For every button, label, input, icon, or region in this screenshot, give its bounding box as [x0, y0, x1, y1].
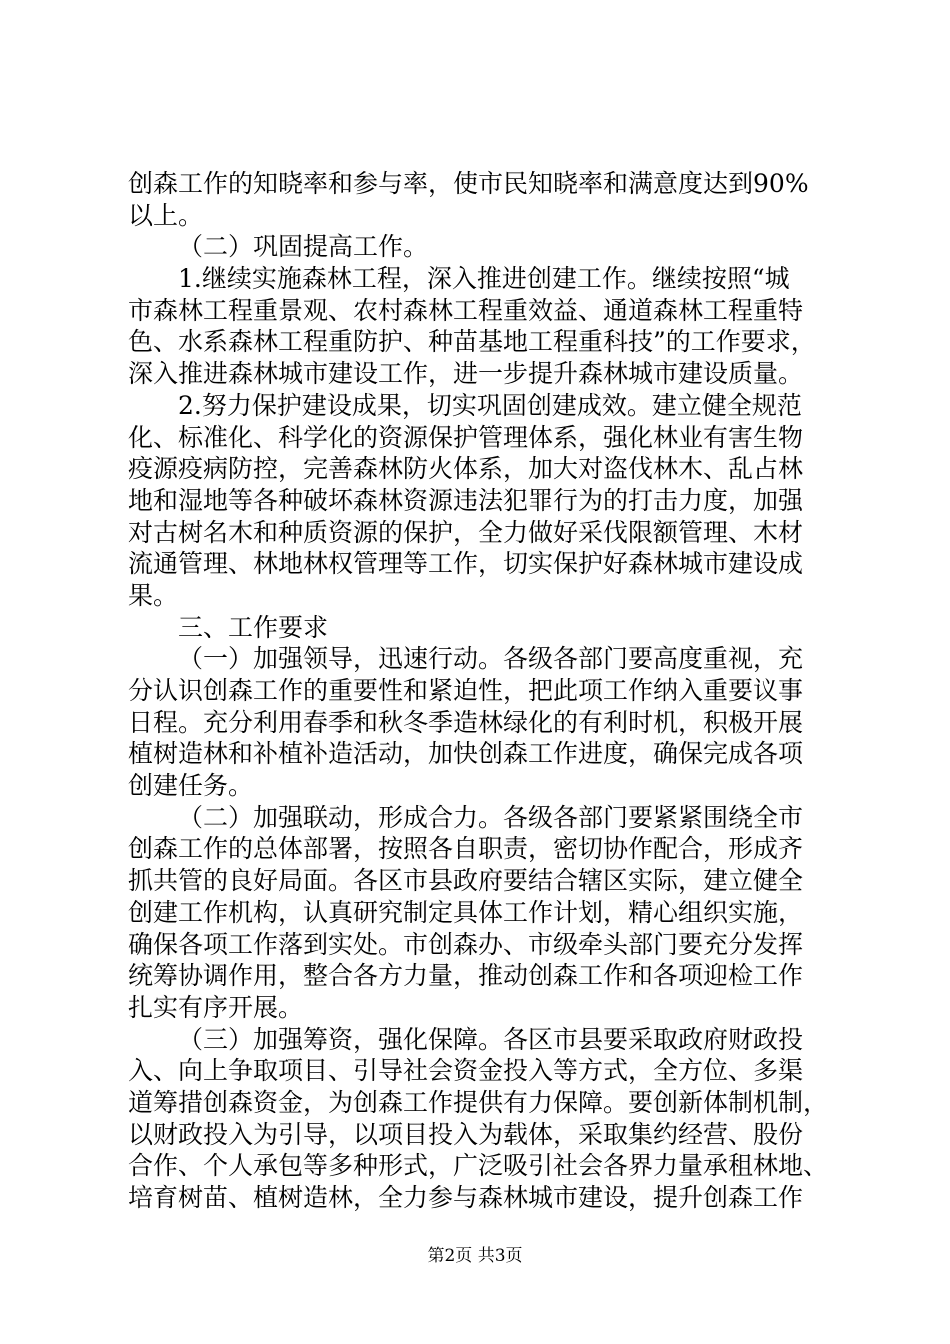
text-line: （三）加强筹资，强化保障。各区市县要采取政府财政投 — [178, 1024, 804, 1054]
text-line: 1.继续实施森林工程，深入推进创建工作。继续按照“城 — [178, 264, 790, 294]
text-line: 化、标准化、科学化的资源保护管理体系，强化林业有害生物 — [128, 422, 804, 452]
text-line: 流通管理、林地林权管理等工作，切实保护好森林城市建设成 — [128, 549, 804, 579]
text-line: 创建任务。 — [128, 771, 254, 801]
text-line: 地和湿地等各种破坏森林资源违法犯罪行为的打击力度，加强 — [128, 485, 804, 515]
text-line: 市森林工程重景观、农村森林工程重效益、通道森林工程重特 — [128, 295, 804, 325]
text-line: 入、向上争取项目、引导社会资金投入等方式，全方位、多渠 — [128, 1056, 804, 1086]
text-line: （二）巩固提高工作。 — [178, 232, 429, 262]
text-line: 培育树苗、植树造林，全力参与森林城市建设，提升创森工作 — [128, 1183, 804, 1212]
text-line: 果。 — [128, 580, 179, 610]
text-line: 植树造林和补植补造活动，加快创森工作进度，确保完成各项 — [128, 739, 804, 769]
text-line: 合作、个人承包等多种形式，广泛吸引社会各界力量承租林地、 — [128, 1151, 829, 1181]
text-line: （二）加强联动，形成合力。各级各部门要紧紧围绕全市 — [178, 802, 804, 832]
text-line: 以上。 — [128, 200, 204, 230]
text-line: 对古树名木和种质资源的保护，全力做好采伐限额管理、木材 — [128, 517, 804, 547]
text-line: 创建工作机构，认真研究制定具体工作计划，精心组织实施， — [128, 897, 804, 927]
text-line: 统筹协调作用，整合各方力量，推动创森工作和各项迎检工作 — [128, 961, 804, 991]
text-line: 道筹措创森资金，为创森工作提供有力保障。要创新体制机制， — [128, 1087, 829, 1117]
text-line: （一）加强领导，迅速行动。各级各部门要高度重视，充 — [178, 644, 804, 674]
text-line: 疫源疫病防控，完善森林防火体系，加大对盗伐林木、乱占林 — [128, 454, 804, 484]
text-line: 创森工作的知晓率和参与率，使市民知晓率和满意度达到90% — [128, 169, 809, 198]
text-line: 抓共管的良好局面。各区市县政府要结合辖区实际，建立健全 — [128, 866, 804, 896]
text-line: 三、工作要求 — [178, 612, 329, 642]
text-line: 日程。充分利用春季和秋冬季造林绿化的有利时机，积极开展 — [128, 707, 804, 737]
page-footer: 第2页 共3页 — [427, 1246, 523, 1266]
text-line: 扎实有序开展。 — [128, 992, 304, 1022]
text-line: 2.努力保护建设成果，切实巩固创建成效。建立健全规范 — [178, 390, 802, 420]
text-line: 深入推进森林城市建设工作，进一步提升森林城市建设质量。 — [128, 359, 804, 389]
text-line: 以财政投入为引导，以项目投入为载体，采取集约经营、股份 — [128, 1119, 804, 1149]
document-body — [128, 168, 840, 1214]
text-line: 确保各项工作落到实处。市创森办、市级牵头部门要充分发挥 — [128, 929, 804, 959]
text-line: 分认识创森工作的重要性和紧迫性，把此项工作纳入重要议事 — [128, 676, 804, 705]
text-line: 创森工作的总体部署，按照各自职责，密切协作配合，形成齐 — [128, 834, 804, 864]
text-line: 色、水系森林工程重防护、种苗基地工程重科技”的工作要求， — [128, 327, 816, 357]
